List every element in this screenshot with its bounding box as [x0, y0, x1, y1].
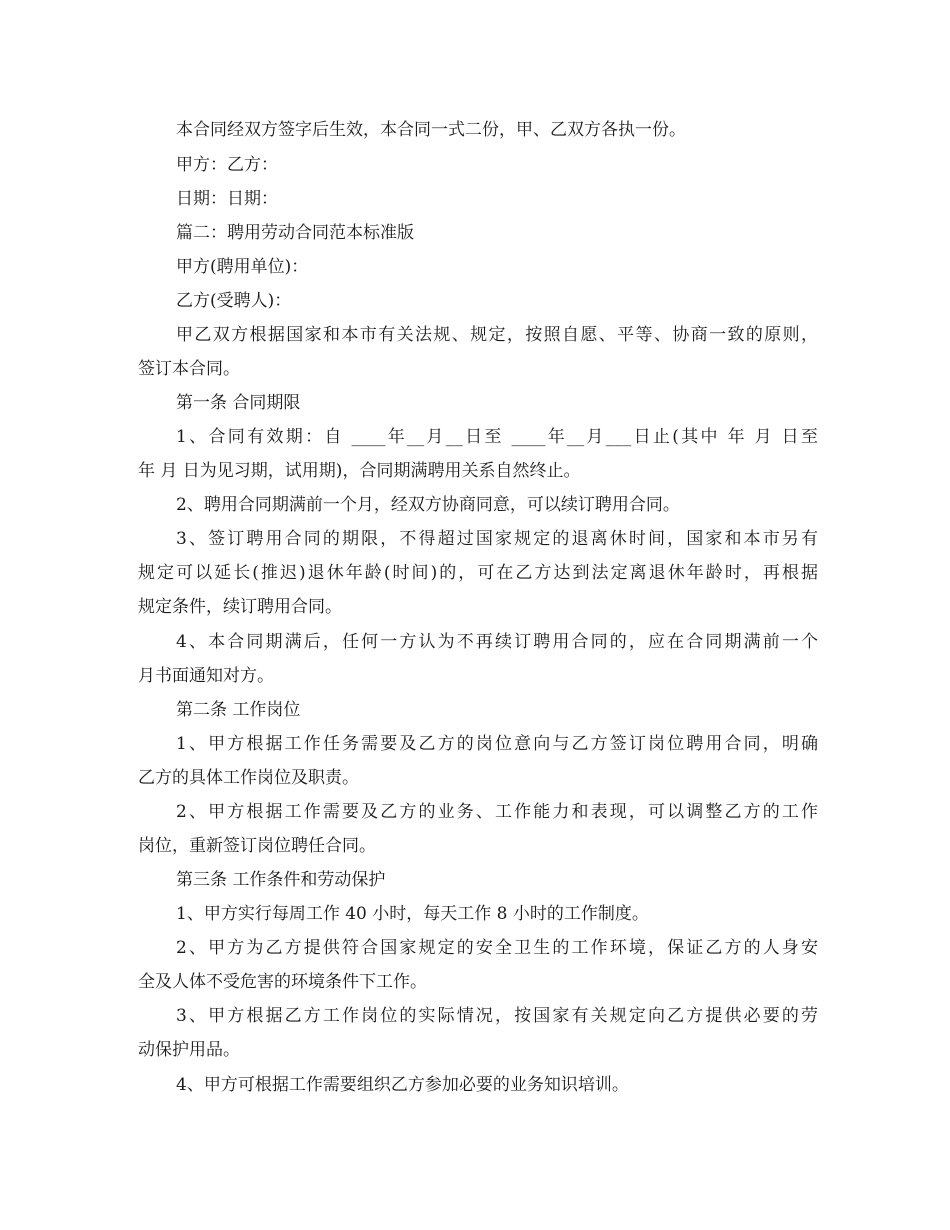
paragraph-line: 甲乙双方根据国家和本市有关法规、规定，按照自愿、平等、协商一致的原则， — [176, 325, 818, 345]
paragraph-line: 乙方(受聘人)： — [176, 291, 292, 311]
paragraph-line: 3、签订聘用合同的期限，不得超过国家规定的退离休时间，国家和本市另有 — [176, 529, 818, 549]
paragraph-line: 全及人体不受危害的环境条件下工作。 — [138, 972, 427, 992]
paragraph-line: 4、甲方可根据工作需要组织乙方参加必要的业务知识培训。 — [176, 1075, 629, 1095]
paragraph-line: 本合同经双方签字后生效，本合同一式二份，甲、乙双方各执一份。 — [176, 120, 686, 140]
article-heading: 第二条 工作岗位 — [176, 700, 301, 720]
paragraph-line: 2、甲方为乙方提供符合国家规定的安全卫生的工作环境，保证乙方的人身安 — [176, 938, 818, 958]
paragraph-line: 2、甲方根据工作需要及乙方的业务、工作能力和表现，可以调整乙方的工作 — [176, 802, 818, 822]
paragraph-line: 日期：日期： — [176, 189, 278, 209]
paragraph-line: 年 月 日为见习期，试用期)，合同期满聘用关系自然终止。 — [138, 461, 581, 481]
paragraph-line: 1、甲方实行每周工作 40 小时，每天工作 8 小时的工作制度。 — [176, 904, 649, 924]
paragraph-line: 甲方：乙方： — [176, 155, 278, 175]
article-heading: 第一条 合同期限 — [176, 393, 301, 413]
paragraph-line: 动保护用品。 — [138, 1040, 240, 1060]
paragraph-line: 3、甲方根据乙方工作岗位的实际情况，按国家有关规定向乙方提供必要的劳 — [176, 1006, 818, 1026]
paragraph-line: 规定可以延长(推迟)退休年龄(时间)的，可在乙方达到法定离退休年龄时，再根据 — [138, 563, 818, 583]
paragraph-line: 签订本合同。 — [138, 359, 240, 379]
paragraph-line: 岗位，重新签订岗位聘任合同。 — [138, 836, 376, 856]
paragraph-line: 1、合同有效期：自 ____年__月__日至 ____年__月___日止(其中 年 月 日至 — [176, 427, 818, 447]
section-heading: 篇二：聘用劳动合同范本标准版 — [176, 223, 414, 243]
paragraph-line: 1、甲方根据工作任务需要及乙方的岗位意向与乙方签订岗位聘用合同，明确 — [176, 734, 818, 754]
paragraph-line: 月书面通知对方。 — [138, 666, 274, 686]
paragraph-line: 2、聘用合同期满前一个月，经双方协商同意，可以续订聘用合同。 — [176, 495, 680, 515]
paragraph-line: 甲方(聘用单位)： — [176, 257, 309, 277]
paragraph-line: 乙方的具体工作岗位及职责。 — [138, 768, 359, 788]
article-heading: 第三条 工作条件和劳动保护 — [176, 870, 386, 890]
paragraph-line: 4、本合同期满后，任何一方认为不再续订聘用合同的，应在合同期满前一个 — [176, 632, 818, 652]
paragraph-line: 规定条件，续订聘用合同。 — [138, 597, 342, 617]
